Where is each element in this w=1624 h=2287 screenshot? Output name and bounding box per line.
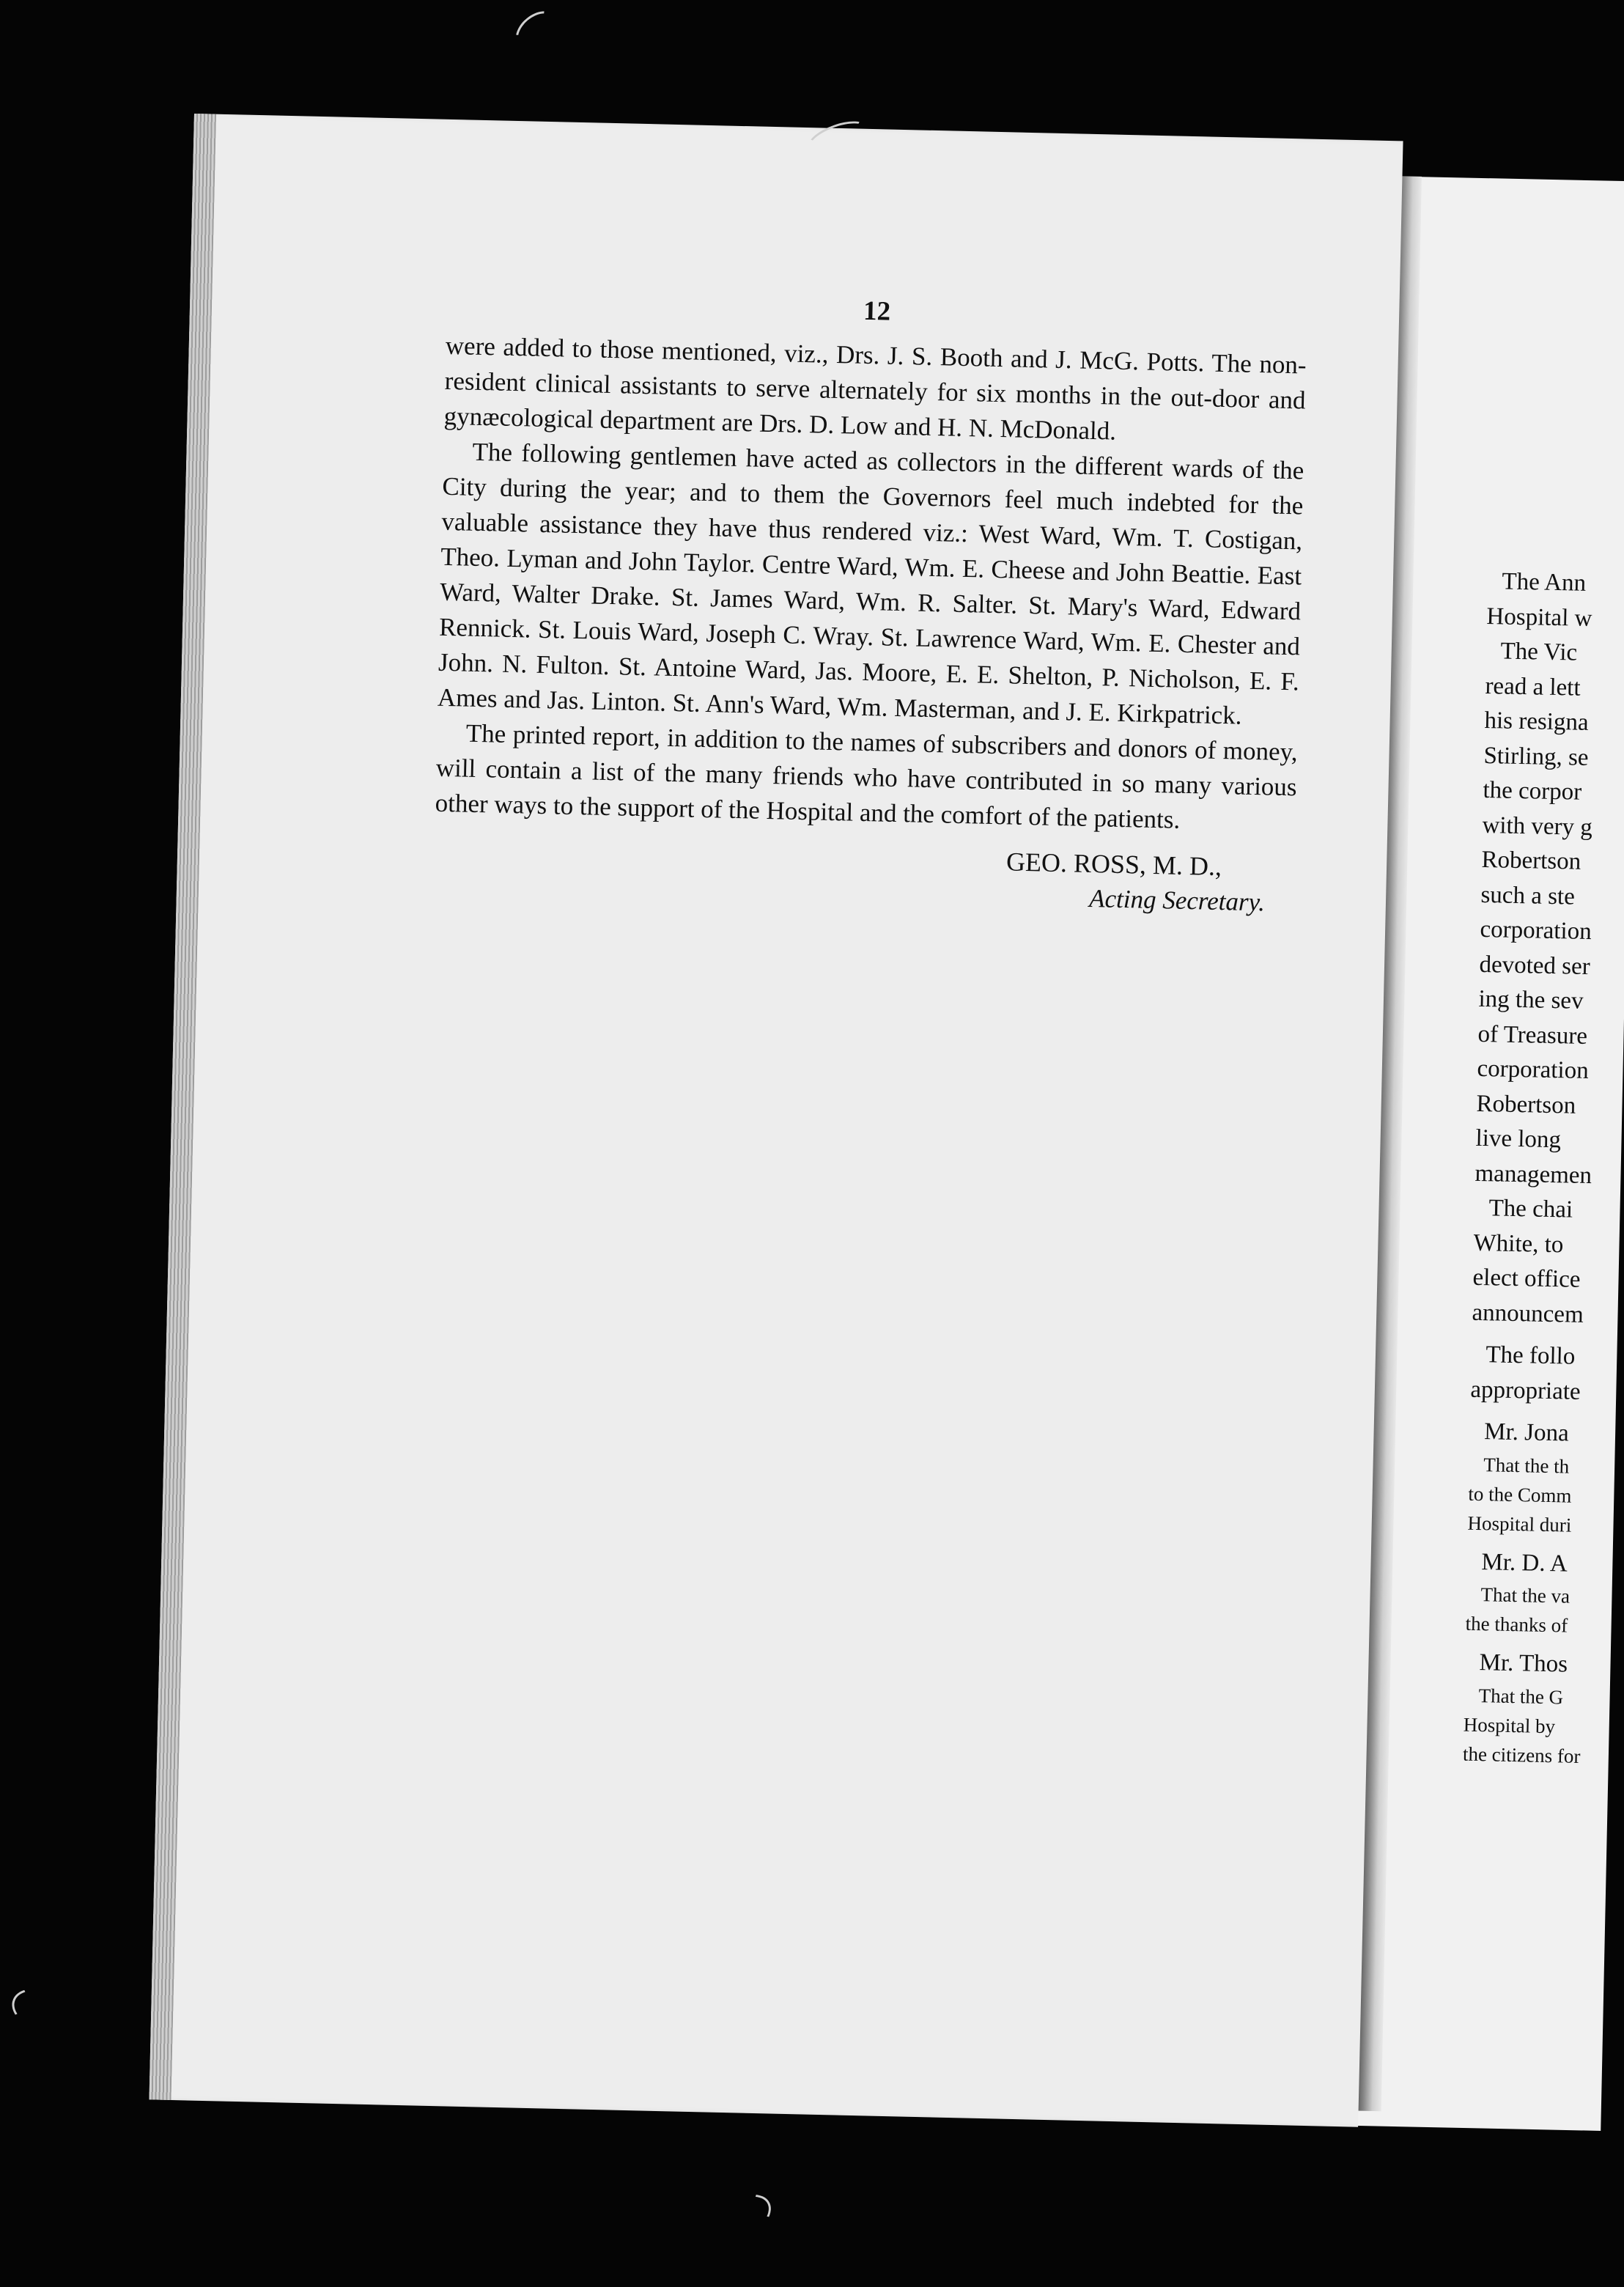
text-line: announcem [1472, 1299, 1584, 1328]
text-line: elect office [1472, 1264, 1581, 1293]
text-line: corporation [1477, 1055, 1590, 1085]
text-line: his resigna [1484, 707, 1589, 736]
text-line: That the th [1483, 1453, 1570, 1478]
text-line: corporation [1480, 916, 1592, 946]
text-line: Stirling, se [1483, 742, 1589, 771]
text-line: to the Comm [1468, 1482, 1572, 1507]
paragraph: The printed report, in addition to the names of subscribers and donors of money, will contain a list of the many friends who have contributed in so many various other ways to the support of the Hospital and the comfort of the patients. [435, 718, 1299, 834]
text-line: That the G [1478, 1684, 1564, 1708]
text-line: The follo [1485, 1341, 1576, 1370]
text-line: Hospital by [1463, 1713, 1556, 1737]
text-line: Hospital w [1486, 603, 1592, 632]
text-line: Mr. Jona [1483, 1418, 1570, 1447]
text-line: Mr. D. A [1481, 1548, 1568, 1577]
text-line: Robertson [1481, 846, 1581, 875]
text-line: such a ste [1480, 881, 1576, 910]
text-line: White, to [1473, 1229, 1564, 1258]
text-line: That the va [1480, 1583, 1571, 1607]
text-line: managemen [1474, 1160, 1592, 1189]
text-line: Robertson [1476, 1090, 1576, 1119]
page-body [433, 284, 1308, 921]
text-line: read a lett [1485, 672, 1581, 701]
text-line: live long [1475, 1124, 1562, 1154]
text-line: ing the sev [1478, 985, 1584, 1014]
paragraph: were added to those mentioned, viz., Drs. J. S. Booth and J. McG. Potts. The non-resident clinical assistants to serve alternately for six months in the out-door and gynæcological department are Drs. D. Low and H. N. McDonald. [443, 331, 1307, 446]
text-line: the thanks of [1465, 1612, 1568, 1637]
paragraph: The following gentlemen have acted as collectors in the different wards of the City during the year; and to them the Governors feel much indebted for the valuable assistance they have thus rendered viz.: West Ward, Wm. T. Costigan, Theo. Lyman and John Taylor. Centre Ward, Wm. E. Cheese and John Beattie. East Ward, Walter Drake. St. James Ward, Wm. R. Salter. St. Mary's Ward, Edward Rennick. St. Louis Ward, Joseph C. Wray. St. Lawrence Ward, Wm. E. Chester and John. N. Fulton. St. Antoine Ward, Jas. Moore, E. E. Shelton, P. Nicholson, E. F. Ames and Jas. Linton. St. Ann's Ward, Wm. Masterman, and J. E. Kirkpatrick. [437, 437, 1304, 730]
book-page [150, 114, 1403, 2127]
text-line: Mr. Thos [1479, 1649, 1568, 1678]
text-line: the corpor [1483, 776, 1582, 806]
text-line: The Ann [1502, 568, 1587, 597]
text-line: with very g [1482, 811, 1593, 841]
signature-title: Acting Secretary. [1088, 883, 1266, 917]
text-line: The Vic [1500, 638, 1578, 666]
text-line: devoted ser [1479, 951, 1591, 980]
signature-block [433, 831, 1296, 921]
text-line: of Treasure [1477, 1020, 1588, 1050]
text-line: appropriate [1470, 1376, 1581, 1405]
text-line: The chai [1488, 1195, 1573, 1223]
signature-name: GEO. ROSS, M. D., [1005, 847, 1222, 882]
facing-page-text [1463, 564, 1624, 1771]
page-number: 12 [863, 295, 891, 327]
text-line: Hospital duri [1467, 1511, 1572, 1536]
text-line: the citizens for [1462, 1742, 1581, 1767]
